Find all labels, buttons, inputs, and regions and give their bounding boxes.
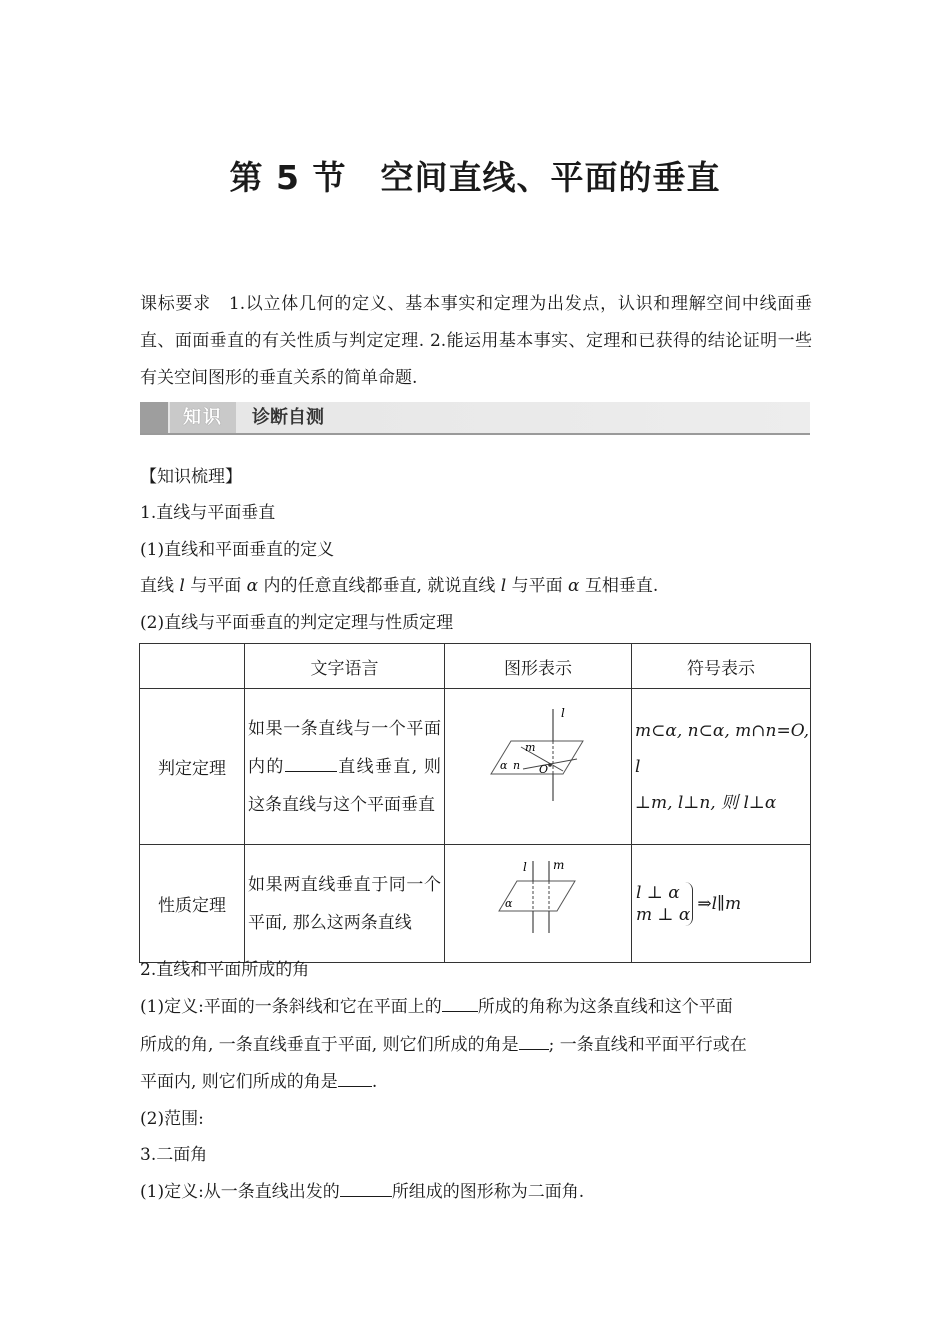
angle-def-b: 所成的角称为这条直线和这个平面: [477, 997, 733, 1017]
property-symbol: [632, 882, 810, 926]
table-header-row: [140, 644, 811, 689]
angle-def-e: 平面内, 则它们所成的角是: [140, 1072, 338, 1092]
criterion-text-a: 如果一条直线与一个平面内的: [248, 718, 441, 777]
def-var-l2: l: [500, 576, 507, 596]
property-text-cell: [245, 845, 445, 963]
property-text: 如果两直线垂直于同一个平面, 那么这两条直线: [248, 874, 441, 933]
criterion-text-cell: [245, 689, 445, 845]
row-name-criterion: 判定定理: [140, 689, 245, 845]
dihedral-def-a: (1)定义:从一条直线出发的: [140, 1182, 340, 1202]
def-var-l: l: [179, 576, 185, 596]
row-name-property: 性质定理: [140, 845, 245, 963]
def-var-alpha2: α: [568, 576, 580, 596]
criterion-symbol-line-2: ⊥m, l⊥n, 则 l⊥α: [635, 792, 777, 813]
fig-label-n: n: [513, 759, 521, 772]
heading-1-1: (1)直线和平面垂直的定义: [140, 540, 335, 560]
dihedral-def-line: [140, 1177, 584, 1202]
def-var-alpha: α: [246, 576, 259, 596]
angle-range: (2)范围:: [140, 1109, 204, 1129]
angle-def-a: (1)定义:平面的一条斜线和它在平面上的: [140, 997, 442, 1017]
section-title: 诊断自测: [252, 407, 324, 428]
fig2-label-alpha: α: [505, 897, 513, 910]
knowledge-heading: 【知识梳理】: [140, 467, 242, 487]
fill-blank: [519, 1031, 549, 1050]
angle-def-c: 所成的角, 一条直线垂直于平面, 则它们所成的角是: [140, 1035, 519, 1055]
property-symbol-cell: [632, 845, 811, 963]
criterion-text-b: 直线垂直, 则这条直线与这个平面垂直: [248, 756, 441, 815]
fill-blank: [442, 993, 478, 1012]
fig-label-l: l: [561, 706, 565, 720]
angle-def-f: .: [371, 1072, 378, 1092]
section-bar-stripe: [140, 402, 168, 433]
section-bar: [140, 402, 810, 435]
symbol-condition-b: m ⊥ α: [636, 904, 691, 925]
requirements-label: 课标要求: [140, 294, 211, 314]
angle-def-d: ; 一条直线和平面平行或在: [548, 1035, 747, 1055]
header-empty: [140, 644, 245, 689]
definition-line: [140, 571, 658, 596]
two-perpendicular-lines-figure: [445, 845, 631, 957]
fig-label-m: m: [525, 741, 536, 754]
fill-blank: [338, 1068, 372, 1087]
section-tag: 知识: [170, 402, 236, 433]
symbol-result: ⇒l∥m: [697, 893, 742, 914]
symbol-condition-a: l ⊥ α: [636, 882, 680, 903]
def-text-b: 与平面: [184, 576, 247, 596]
theorem-table: [139, 643, 811, 963]
header-text-language: 文字语言: [245, 644, 445, 689]
requirements-text: 1.以立体几何的定义、基本事实和定理为出发点，认识和理解空间中线面垂直、面面垂直的有关性质与判定定理. 2.能运用基本事实、定理和已获得的结论证明一些有关空间图形的垂直关系的简单命题.: [140, 294, 813, 388]
heading-3: 3.二面角: [140, 1145, 208, 1165]
heading-2: 2.直线和平面所成的角: [140, 960, 310, 980]
header-symbol: 符号表示: [632, 644, 811, 689]
fig-label-o: O: [539, 763, 549, 776]
fig2-label-l: l: [523, 860, 527, 874]
line-plane-perpendicular-figure: [445, 689, 631, 839]
curriculum-requirements: [140, 286, 812, 397]
criterion-figure-cell: [445, 689, 632, 845]
header-figure: 图形表示: [445, 644, 632, 689]
property-figure-cell: [445, 845, 632, 963]
fig2-label-m: m: [553, 858, 565, 872]
symbol-conditions: [636, 882, 693, 926]
criterion-symbol-cell: [632, 689, 811, 845]
criterion-symbol-line-1: m⊂α, n⊂α, m∩n=O, l: [635, 720, 810, 777]
dihedral-def-b: 所组成的图形称为二面角.: [391, 1182, 585, 1202]
page-title: 第 5 节 空间直线、平面的垂直: [229, 158, 721, 197]
def-text-a: 直线: [140, 576, 180, 596]
angle-def-line-1: [140, 992, 733, 1017]
fill-blank: [285, 753, 337, 772]
angle-def-line-3: [140, 1067, 377, 1092]
table-row: [140, 845, 811, 963]
def-text-c: 内的任意直线都垂直, 就说直线: [258, 576, 501, 596]
heading-1: 1.直线与平面垂直: [140, 503, 276, 523]
fill-blank: [340, 1178, 392, 1197]
table-row: [140, 689, 811, 845]
angle-def-line-2: [140, 1030, 747, 1055]
heading-1-2: (2)直线与平面垂直的判定定理与性质定理: [140, 613, 454, 633]
def-text-d: 与平面: [506, 576, 569, 596]
def-text-e: 互相垂直.: [579, 576, 659, 596]
fig-label-alpha: α: [500, 759, 508, 772]
